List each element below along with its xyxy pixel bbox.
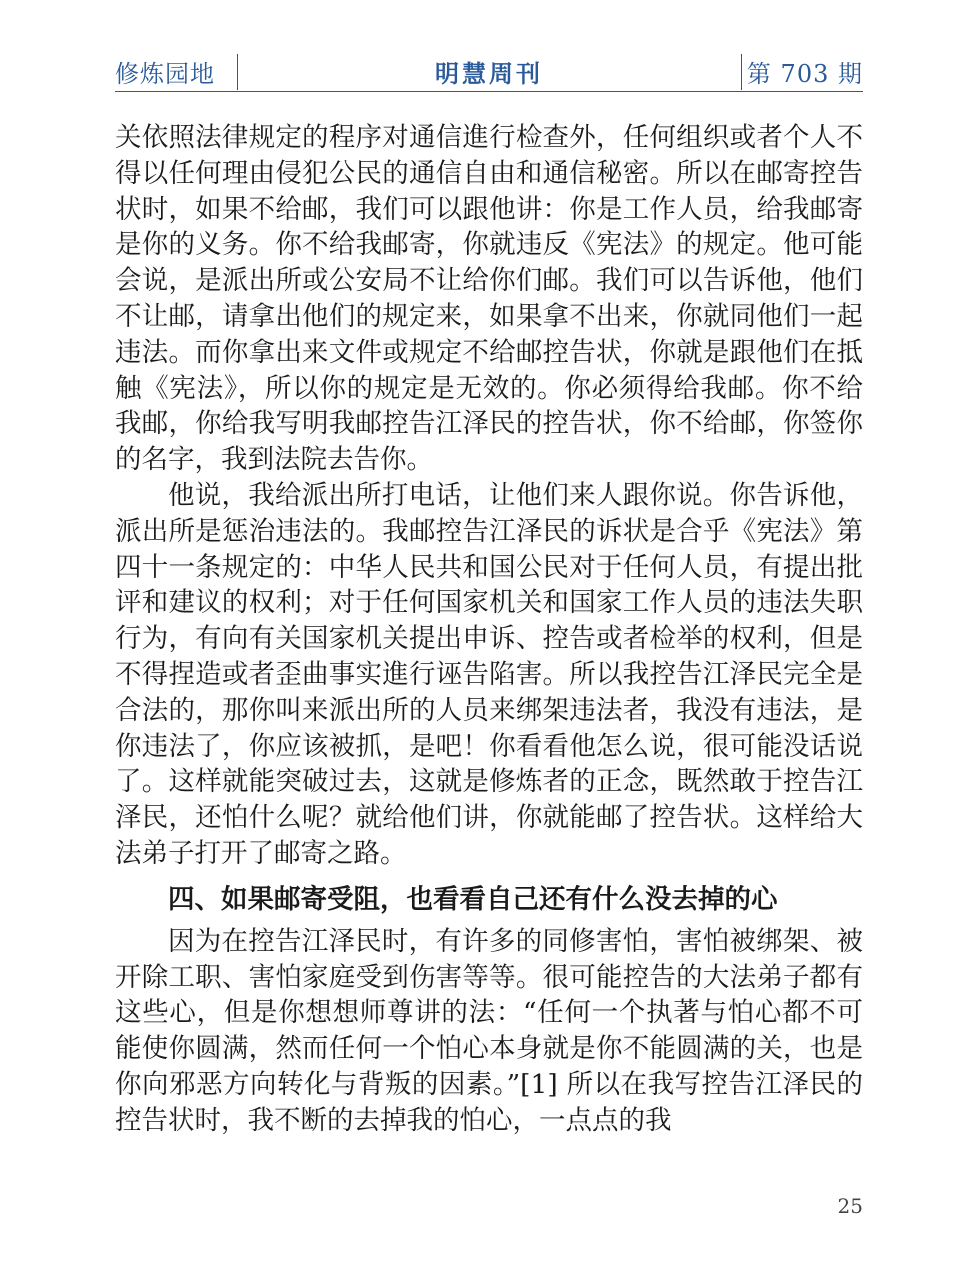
header-divider-right (741, 54, 742, 90)
section-title: 修炼园地 (115, 60, 215, 88)
header-rule (115, 91, 863, 92)
section-heading: 四、如果邮寄受阻，也看看自己还有什么没去掉的心 (168, 883, 778, 915)
page-number: 25 (837, 1194, 863, 1218)
paragraph: 关依照法律规定的程序对通信進行检查外，任何组织或者个人不得以任何理由侵犯公民的通信自由和通信秘密。所以在邮寄控告状时，如果不给邮，我们可以跟他讲：你是工作人员，给我邮寄是你的义务。你不给我邮寄，你就违反《宪法》的规定。他可能会说，是派出所或公安局不让给你们邮。我们可以告诉他，他们不让邮，请拿出他们的规定来，如果拿不出来，你就同他们一起违法。而你拿出来文件或规定不给邮控告状，你就是跟他们在抵触《宪法》，所以你的规定是无效的。你必须得给我邮。你不给我邮，你给我写明我邮控告江泽民的控告状，你不给邮，你签你的名字，我到法院去告你。 (115, 122, 863, 476)
paragraph: 因为在控告江泽民时，有许多的同修害怕，害怕被绑架、被开除工职、害怕家庭受到伤害等等。很可能控告的大法弟子都有这些心，但是你想想师尊讲的法：“任何一个执著与怕心都不可能使你圆满，然而任何一个怕心本身就是你不能圆满的关，也是你向邪恶方向转化与背叛的因素。”[1] 所以在我写控告江泽民的控告状时，我不断的去掉我的怕心，一点点的我 (115, 925, 863, 1136)
page-header (115, 44, 863, 94)
article-body (115, 120, 863, 1139)
publication-title: 明慧周刊 (435, 59, 543, 88)
paragraph: 他说，我给派出所打电话，让他们来人跟你说。你告诉他，派出所是惩治违法的。我邮控告江泽民的诉状是合乎《宪法》第四十一条规定的：中华人民共和国公民对于任何人员，有提出批评和建议的权利；对于任何国家机关和国家工作人员的违法失职行为，有向有关国家机关提出申诉、控告或者检举的权利，但是不得捏造或者歪曲事实進行诬告陷害。所以我控告江泽民完全是合法的，那你叫来派出所的人员来绑架违法者，我没有违法，是你违法了，你应该被抓，是吧！你看看他怎么说，很可能没话说了。这样就能突破过去，这就是修炼者的正念，既然敢于控告江泽民，还怕什么呢？就给他们讲，你就能邮了控告状。这样给大法弟子打开了邮寄之路。 (115, 479, 863, 869)
issue-number: 第 703 期 (746, 60, 863, 88)
